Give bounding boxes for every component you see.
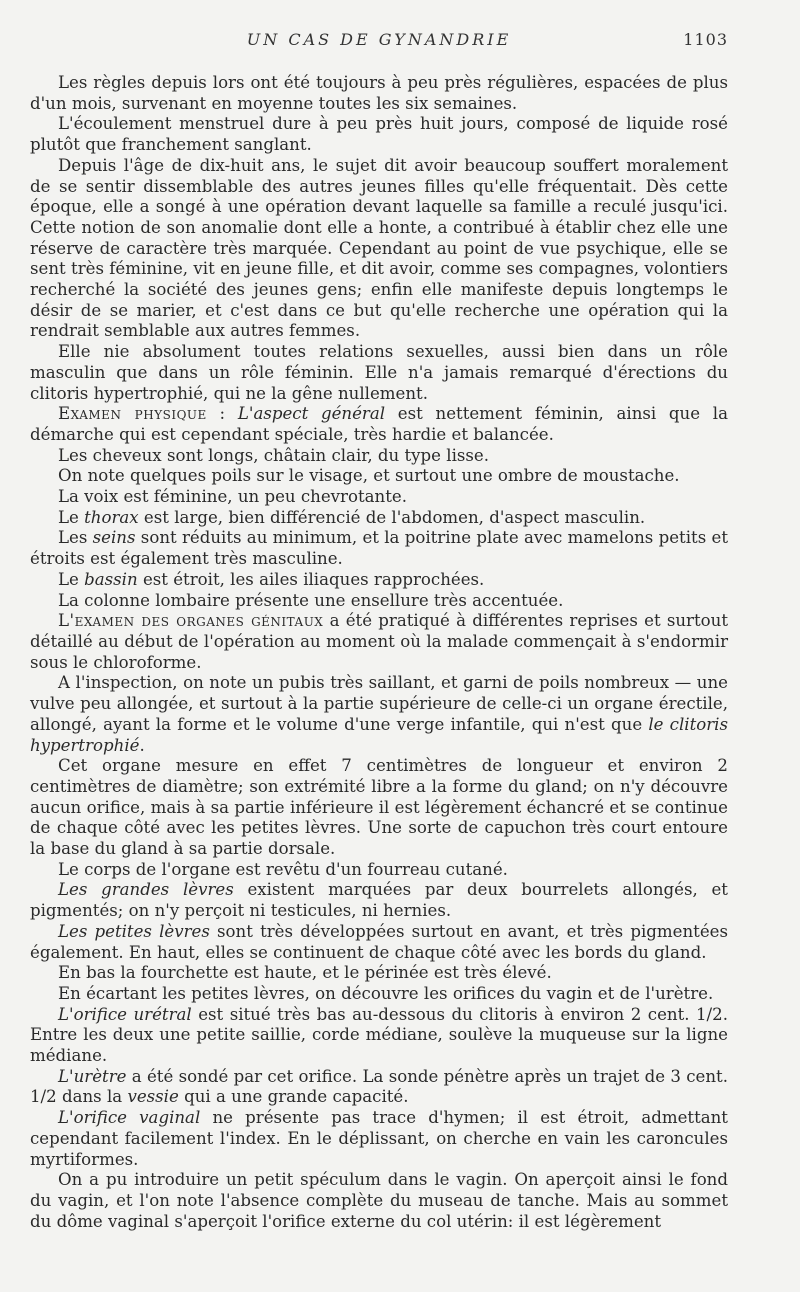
emphasis: L'urètre <box>58 1066 127 1086</box>
paragraph <box>30 611 728 673</box>
emphasis: thorax <box>84 507 139 527</box>
emphasis: seins <box>92 528 136 548</box>
separator: : <box>206 404 238 424</box>
text: a été sondé par cet orifice. La sonde pénètre après un trajet de 3 cent. 1/2 dans la <box>30 1066 728 1107</box>
emphasis: vessie <box>127 1087 179 1107</box>
running-title: UN CAS DE GYNANDRIE <box>246 30 512 49</box>
text: a été pratiqué à différentes reprises et surtout détaillé au début de l'opération au moment où la malade commençait à s'endormir sous le chloroforme. <box>30 611 728 672</box>
emphasis: L'orifice urétral <box>58 1004 192 1024</box>
paragraph <box>30 1067 728 1108</box>
paragraph: En bas la fourchette est haute, et le périnée est très élevé. <box>58 963 552 983</box>
paragraph <box>30 1108 728 1170</box>
paragraph <box>30 404 728 445</box>
emphasis: L'aspect général <box>237 404 386 424</box>
paragraph: On note quelques poils sur le visage, et surtout une ombre de moustache. <box>58 466 680 486</box>
emphasis: Les petites lèvres <box>58 921 210 941</box>
text: est situé très bas au-dessous du clitoris à environ 2 cent. 1/2. Entre les deux une petite saillie, corde médiane, soulève la muqueuse sur la ligne médiane. <box>30 1004 728 1066</box>
paragraph: On a pu introduire un petit spéculum dans le vagin. On aperçoit ainsi le fond du vagin, et l'on note l'absence complète du museau de tanche. Mais au sommet du dôme vaginal s'aperçoit l'orifice externe du col utérin: il est légèrement <box>30 1170 728 1231</box>
page-number: 1103 <box>683 30 728 49</box>
text: Le <box>58 507 85 527</box>
emphasis: Les grandes lèvres <box>58 880 234 900</box>
paragraph <box>30 528 728 569</box>
section-lead: L'examen des organes génitaux <box>58 611 324 631</box>
text: Les <box>58 528 93 548</box>
paragraph <box>30 570 728 591</box>
text: sont réduits au minimum, et la poitrine plate avec mamelons petits et étroits est également très masculine. <box>30 528 728 569</box>
paragraph: L'écoulement menstruel dure à peu près huit jours, composé de liquide rosé plutôt que franchement sanglant. <box>30 114 728 155</box>
paragraph <box>30 508 728 529</box>
paragraph <box>30 880 728 921</box>
text: sont très développées surtout en avant, et très pigmentées également. En haut, elles se continuent de chaque côté avec les bords du gland. <box>30 921 728 962</box>
emphasis: bassin <box>84 569 138 589</box>
text: est large, bien différencié de l'abdomen, d'aspect masculin. <box>138 507 646 527</box>
paragraph <box>30 1005 728 1067</box>
paragraph: Cet organe mesure en effet 7 centimètres de longueur et environ 2 centimètres de diamètre; son extrémité libre a la forme du gland; on n'y découvre aucun orifice, mais à sa partie inférieure il est légèrement échancré et se continue de chaque côté avec les petites lèvres. Une sorte de capuchon très court entoure la base du gland à sa partie dorsale. <box>30 756 728 859</box>
paragraph: Elle nie absolument toutes relations sexuelles, aussi bien dans un rôle masculin que dans un rôle féminin. Elle n'a jamais remarqué d'érections du clitoris hypertrophié, qui ne la gêne nullement. <box>30 342 728 403</box>
section-lead: Examen physique <box>58 404 207 424</box>
text: existent marquées par deux bourrelets allongés, et pigmentés; on n'y perçoit ni testicules, ni hernies. <box>30 880 728 921</box>
text: Le <box>58 569 85 589</box>
paragraph: La voix est féminine, un peu chevrotante. <box>58 487 407 507</box>
paragraph: Les cheveux sont longs, châtain clair, du type lisse. <box>58 445 489 465</box>
text: . <box>139 735 145 755</box>
emphasis: L'orifice vaginal <box>58 1108 201 1128</box>
paragraph <box>30 673 728 756</box>
paragraph: Le corps de l'organe est revêtu d'un fourreau cutané. <box>58 859 508 879</box>
body-text <box>30 73 728 1232</box>
text: A l'inspection, on note un pubis très saillant, et garni de poils nombreux — une vulve peu allongée, et surtout à la partie supérieure de celle-ci un organe érectile, allongé, ayant la forme et le volume d'une verge infantile, qui n'est que <box>30 673 728 734</box>
paragraph: Depuis l'âge de dix-huit ans, le sujet dit avoir beaucoup souffert moralement de se sentir dissemblable des autres jeunes filles qu'elle fréquentait. Dès cette époque, elle a songé à une opération devant laquelle sa famille a reculé jusqu'ici. Cette notion de son anomalie dont elle a honte, a contribué à établir chez elle une réserve de caractère très marquée. Cependant au point de vue psychique, elle se sent très féminine, vit en jeune fille, et dit avoir, comme ses compagnes, volontiers recherché la société des jeunes gens; enfin elle manifeste depuis longtemps le désir de se marier, et c'est dans ce but qu'elle recherche une opération qui la rendrait semblable aux autres femmes. <box>30 155 728 341</box>
text: est nettement féminin, ainsi que la démarche qui est cependant spéciale, très hardie et balancée. <box>30 404 728 444</box>
text: qui a une grande capacité. <box>178 1087 409 1107</box>
paragraph: En écartant les petites lèvres, on découvre les orifices du vagin et de l'urètre. <box>58 983 714 1003</box>
text: est étroit, les ailes iliaques rapprochées. <box>137 569 485 589</box>
paragraph <box>30 922 728 963</box>
text: ne présente pas trace d'hymen; il est étroit, admettant cependant facilement l'index. En le déplissant, on cherche en vain les caroncules myrtiformes. <box>30 1108 728 1169</box>
emphasis: le clitoris hypertrophié <box>30 714 728 755</box>
paragraph: La colonne lombaire présente une ensellure très accentuée. <box>58 590 564 610</box>
paragraph: Les règles depuis lors ont été toujours à peu près régulières, espacées de plus d'un mois, survenant en moyenne toutes les six semaines. <box>30 73 728 113</box>
running-header <box>30 30 728 52</box>
